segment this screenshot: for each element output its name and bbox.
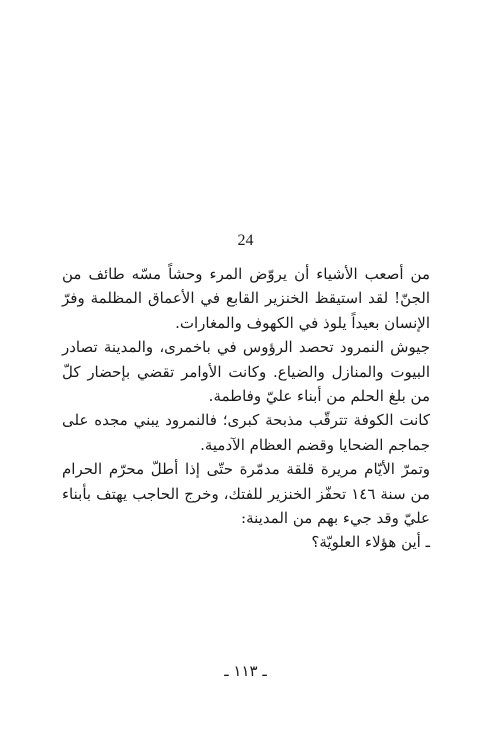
paragraph-2: جيوش النمرود تحصد الرؤوس في باخمرى، والمدينة تصادر البيوت والمنازل والضياع. وكانت الأوامر تقضي بإحضار كلّ من بلغ الحلم من أبناء عليّ وفاطمة.	[62, 338, 430, 406]
paragraph-1: من أصعب الأشياء أن يروّض المرء وحشاً مسّه طائف من الجنّ! لقد استيقظ الخنزير القابع في الأعماق المظلمة وفرّ الإنسان بعيداً يلوذ في الكهوف والمغارات.	[62, 265, 430, 332]
body-text	[62, 262, 430, 555]
paragraph-4: وتمرّ الأيّام مريرة قلقة مدمّرة حتّى إذا أطلّ محرّم الحرام من سنة ١٤٦ تحفّز الخنزير للفتك، وخرج الحاجب يهتف بأبناء عليّ وقد جيء بهم من المدينة:	[62, 460, 430, 528]
paragraph-3: كانت الكوفة تترقّب مذبحة كبرى؛ فالنمرود يبني مجده على جماجم الضحايا وقضم العظام الآدمية.	[62, 411, 430, 454]
chapter-number: 24	[237, 232, 254, 249]
page-number: ـ ١١٣ ـ	[224, 662, 267, 680]
paragraph-5: ـ أين هؤلاء العلويّة؟	[311, 533, 430, 552]
